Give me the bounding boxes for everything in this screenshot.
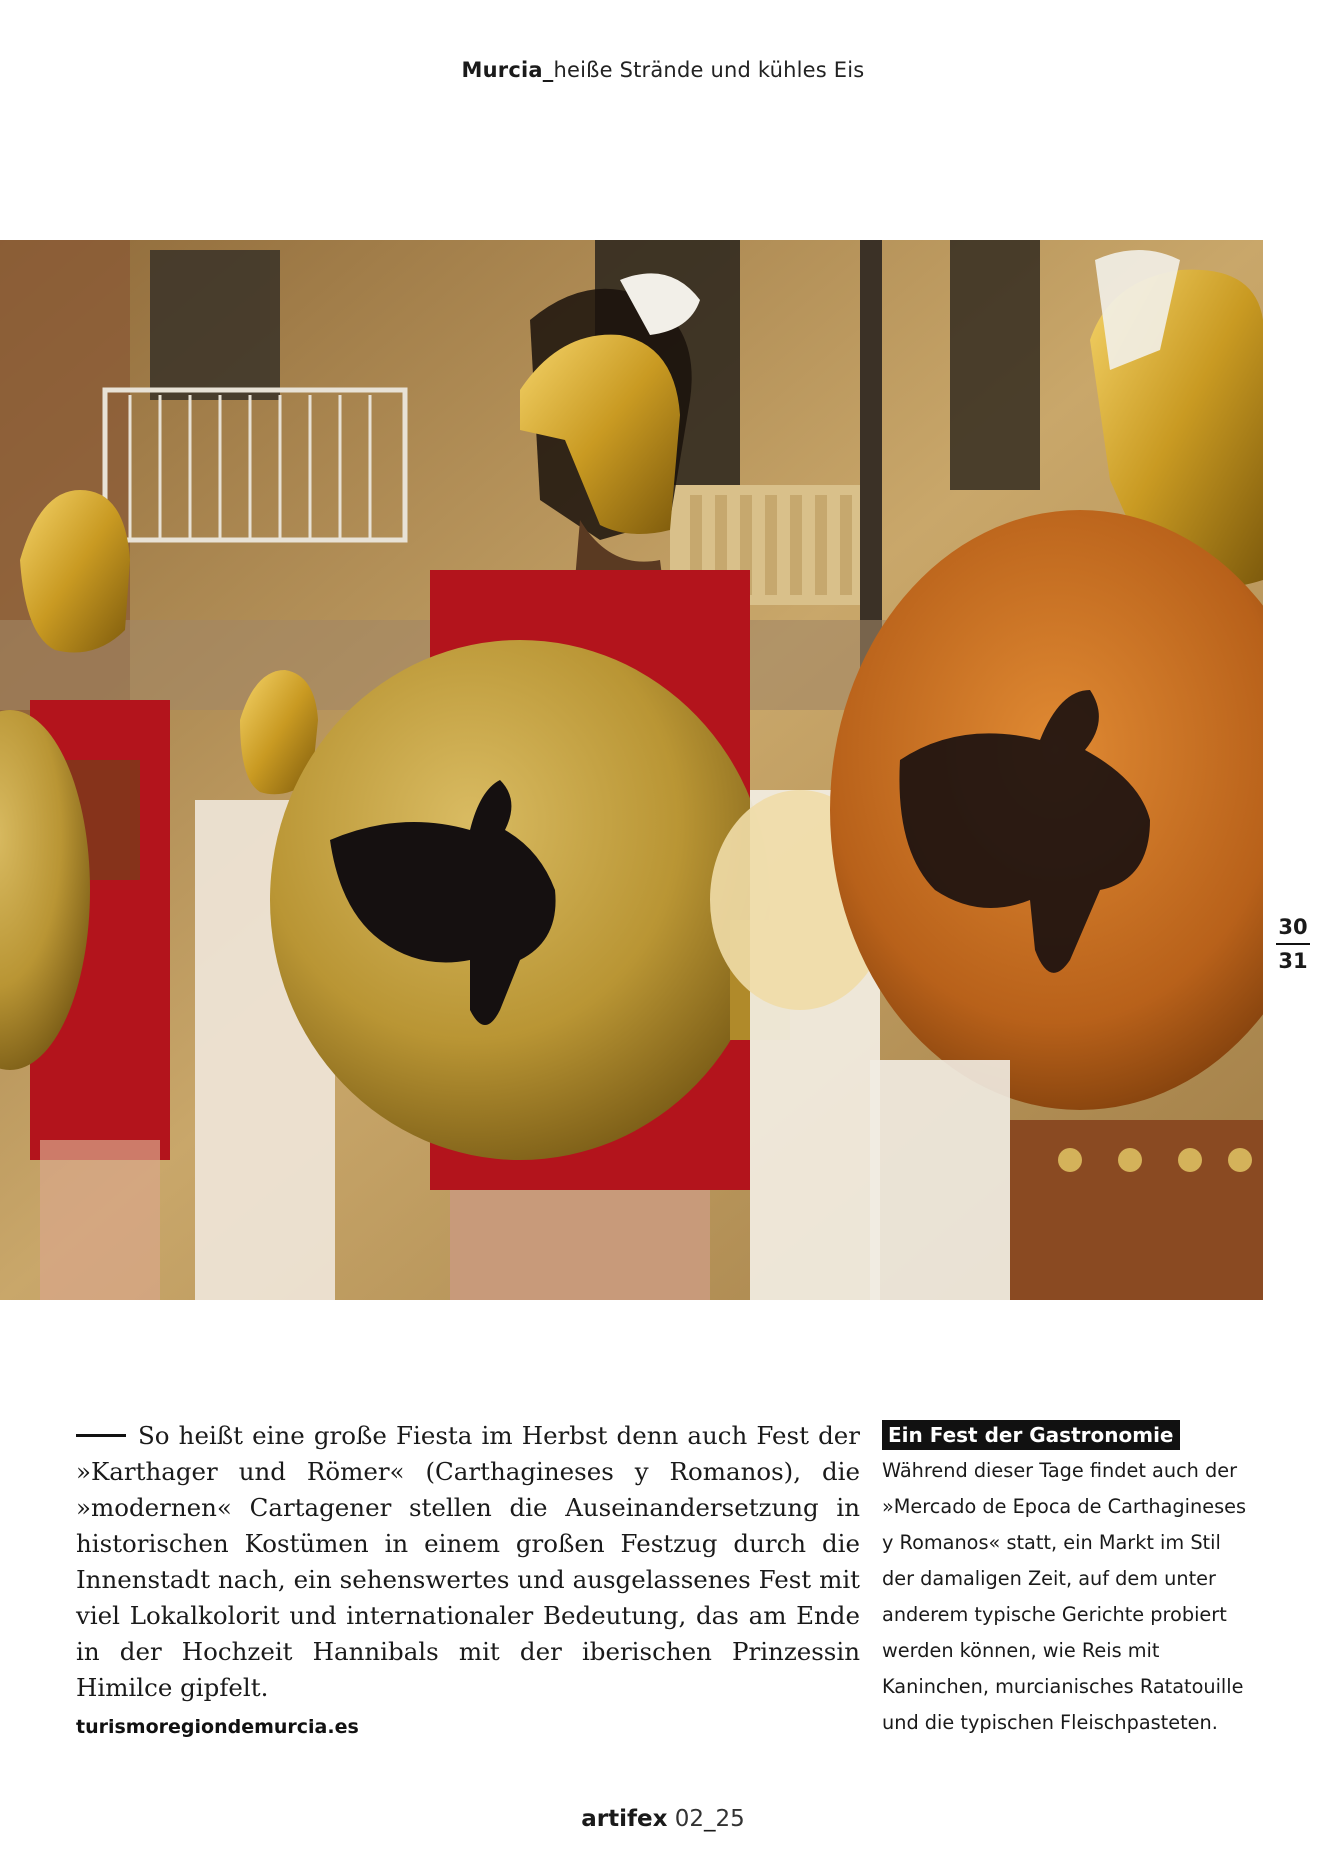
right-soldier-armor: [1010, 1120, 1263, 1300]
issue-separator: _: [704, 1806, 716, 1832]
article-body: [76, 1418, 860, 1706]
section-title: Murcia: [461, 58, 543, 82]
window: [950, 240, 1040, 490]
page-number-left: 30: [1278, 915, 1308, 939]
magazine-name: artifex: [581, 1806, 668, 1832]
running-header: [0, 58, 1326, 82]
issue-number: 02: [674, 1806, 704, 1832]
page-number-right: 31: [1278, 949, 1308, 973]
article-paragraph: So heißt eine große Fiesta im Herbst denn auch Fest der »Karthager und Römer« (Carthagineses y Romanos), die »modernen« Cartagener stellen die Auseinandersetzung in historischen Kostümen in einem großen Festzug durch die Innenstadt nach, ein sehenswertes und ausgelassenes Fest mit viel Lokalkolorit und internationaler Bedeutung, das am Ende in der Hochzeit Hannibals mit der iberischen Prinzessin Himilce gipfelt.: [76, 1421, 860, 1702]
issue-year: 25: [715, 1806, 745, 1832]
page-number-divider: [1276, 943, 1310, 945]
page-numbers: [1270, 912, 1316, 976]
window: [150, 250, 280, 400]
festival-photo: [0, 240, 1263, 1300]
header-separator: _: [542, 58, 554, 82]
festival-photo-illustration: [0, 240, 1263, 1300]
gastronomy-heading: Ein Fest der Gastronomie: [882, 1420, 1180, 1450]
lead-rule: [76, 1434, 126, 1437]
section-subtitle: heiße Strände und kühles Eis: [553, 58, 865, 82]
page-footer: [0, 1806, 1326, 1832]
gastronomy-text: Während dieser Tage findet auch der »Mercado de Epoca de Carthagineses y Romanos« statt, ein Markt im Stil der damaligen Zeit, auf dem unter anderem typische Gerichte probiert werden können, wie Reis mit Kaninchen, murcianisches Ratatouille und die typischen Fleischpasteten.: [882, 1459, 1247, 1734]
gastronomy-box: [882, 1420, 1252, 1741]
source-link[interactable]: turismoregiondemurcia.es: [76, 1716, 359, 1738]
